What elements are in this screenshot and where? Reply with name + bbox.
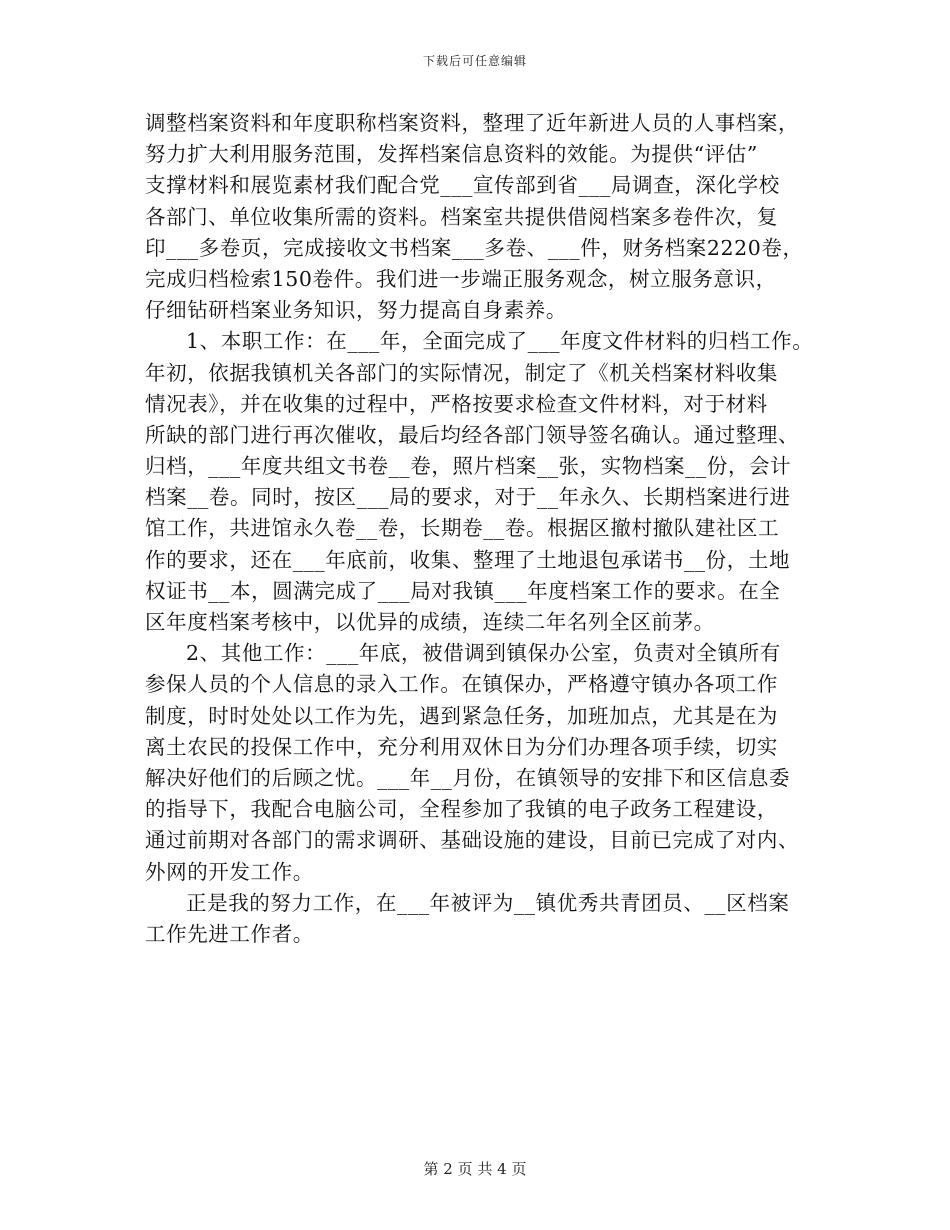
text-line: 支撑材料和展览素材我们配合党___宣传部到省___局调查，深化学校 bbox=[145, 173, 780, 198]
text-line: 各部门、单位收集所需的资料。档案室共提供借阅档案多卷件次，复 bbox=[145, 204, 778, 229]
paragraph-start-line: 1、本职工作：在___年，全面完成了___年度文件材料的归档工作。 bbox=[186, 329, 814, 354]
text-line: 区年度档案考核中，以优异的成绩，连续二年名列全区前茅。 bbox=[145, 610, 715, 634]
text-line: 制度，时时处处以工作为先，遇到紧急任务，加班加点，尤其是在为 bbox=[145, 703, 778, 728]
text-line: 所缺的部门进行再次催收，最后均经各部门领导签名确认。通过整理、 bbox=[145, 422, 800, 447]
text-line: 印___多卷页，完成接收文书档案___多卷、___件，财务档案2220卷， bbox=[145, 235, 804, 260]
text-line: 的指导下，我配合电脑公司，全程参加了我镇的电子政务工程建设， bbox=[145, 797, 778, 822]
text-line: 馆工作，共进馆永久卷__卷，长期卷__卷。根据区撤村撤队建社区工 bbox=[145, 516, 780, 541]
text-line: 归档，___年度共组文书卷__卷，照片档案__张，实物档案__份，会计 bbox=[145, 454, 792, 479]
page-number-footer: 第 2 页 共 4 页 bbox=[423, 1160, 527, 1178]
text-line: 通过前期对各部门的需求调研、基础设施的建设，目前已完成了对内、 bbox=[145, 828, 800, 853]
text-line: 完成归档检索150卷件。我们进一步端正服务观念，树立服务意识， bbox=[145, 266, 777, 291]
paragraph-start-line: 正是我的努力工作，在___年被评为__镇优秀共青团员、__区档案 bbox=[186, 890, 790, 915]
text-line: 情况表》，并在收集的过程中，严格按要求检查文件材料，对于材料 bbox=[145, 391, 768, 416]
text-line: 努力扩大利用服务范围，发挥档案信息资料的效能。为提供“评估” bbox=[145, 142, 758, 167]
text-line: 年初，依据我镇机关各部门的实际情况，制定了《机关档案材料收集 bbox=[145, 360, 778, 385]
page-header: 下载后可任意编辑 bbox=[422, 54, 527, 68]
text-line: 仔细钻研档案业务知识，努力提高自身素养。 bbox=[145, 298, 567, 323]
text-line: 作的要求，还在___年底前，收集、整理了土地退包承诺书__份，土地 bbox=[145, 547, 791, 572]
text-line: 离土农民的投保工作中，充分利用双休日为分们办理各项手续，切实 bbox=[145, 734, 778, 759]
text-line: 外网的开发工作。 bbox=[145, 859, 314, 884]
text-line: 调整档案资料和年度职称档案资料，整理了近年新进人员的人事档案， bbox=[145, 111, 800, 135]
text-line: 解决好他们的后顾之忧。___年__月份，在镇领导的安排下和区信息委 bbox=[145, 765, 791, 790]
document-body bbox=[145, 108, 814, 950]
text-line: 权证书__本，圆满完成了___局对我镇___年度档案工作的要求。在全 bbox=[145, 578, 781, 603]
paragraph-start-line: 2、其他工作：___年底，被借调到镇保办公室，负责对全镇所有 bbox=[186, 641, 781, 666]
text-line: 参保人员的个人信息的录入工作。在镇保办，严格遵守镇办各项工作 bbox=[145, 672, 778, 697]
text-line: 档案__卷。同时，按区___局的要求，对于__年永久、长期档案进行进 bbox=[145, 485, 791, 510]
text-line: 工作先进工作者。 bbox=[145, 921, 314, 946]
